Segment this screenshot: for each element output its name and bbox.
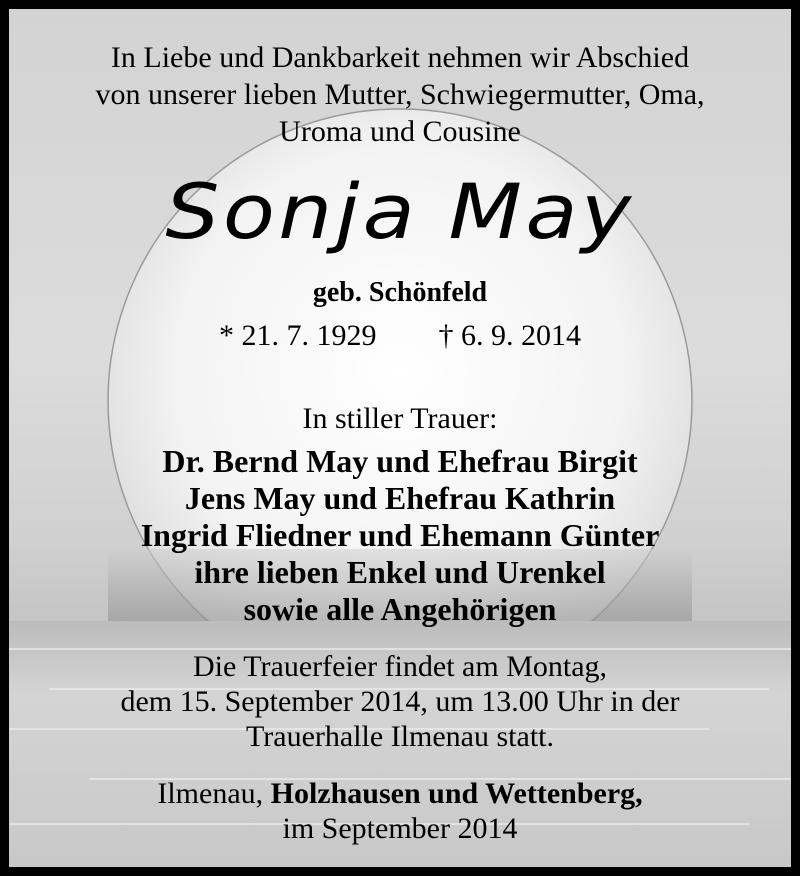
mourners-label: In stiller Trauer: <box>302 402 498 435</box>
service-line-2: dem 15. September 2014, um 13.00 Uhr in der <box>120 685 680 718</box>
intro-line-2: von unserer lieben Mutter, Schwiegermutter, Oma, <box>95 78 705 111</box>
place-line <box>9 776 791 811</box>
place-bold: Holzhausen und Wettenberg, <box>270 777 643 810</box>
notice-content <box>9 9 791 867</box>
service-line-1: Die Trauerfeier findet am Montag, <box>192 650 608 683</box>
mourner-line-3: Ingrid Fliedner und Ehemann Günter <box>140 517 660 553</box>
date-line: im September 2014 <box>282 812 518 845</box>
place-prefix: Ilmenau, <box>157 777 271 810</box>
life-dates <box>9 319 791 353</box>
deceased-name: Sonja May <box>165 167 635 256</box>
service-line-3: Trauerhalle Ilmenau statt. <box>246 720 554 753</box>
intro-line-3: Uroma und Cousine <box>279 115 521 148</box>
mourner-line-4: ihre lieben Enkel und Urenkel <box>194 554 606 590</box>
intro-line-1: In Liebe und Dankbarkeit nehmen wir Abschied <box>110 41 690 74</box>
maiden-name: geb. Schönfeld <box>312 277 488 308</box>
death-date: † 6. 9. 2014 <box>438 319 581 352</box>
mourner-line-2: Jens May und Ehefrau Kathrin <box>184 480 616 516</box>
mourner-line-5: sowie alle Angehörigen <box>243 591 557 627</box>
mourner-line-1: Dr. Bernd May und Ehefrau Birgit <box>162 443 638 479</box>
birth-date: * 21. 7. 1929 <box>219 319 377 352</box>
